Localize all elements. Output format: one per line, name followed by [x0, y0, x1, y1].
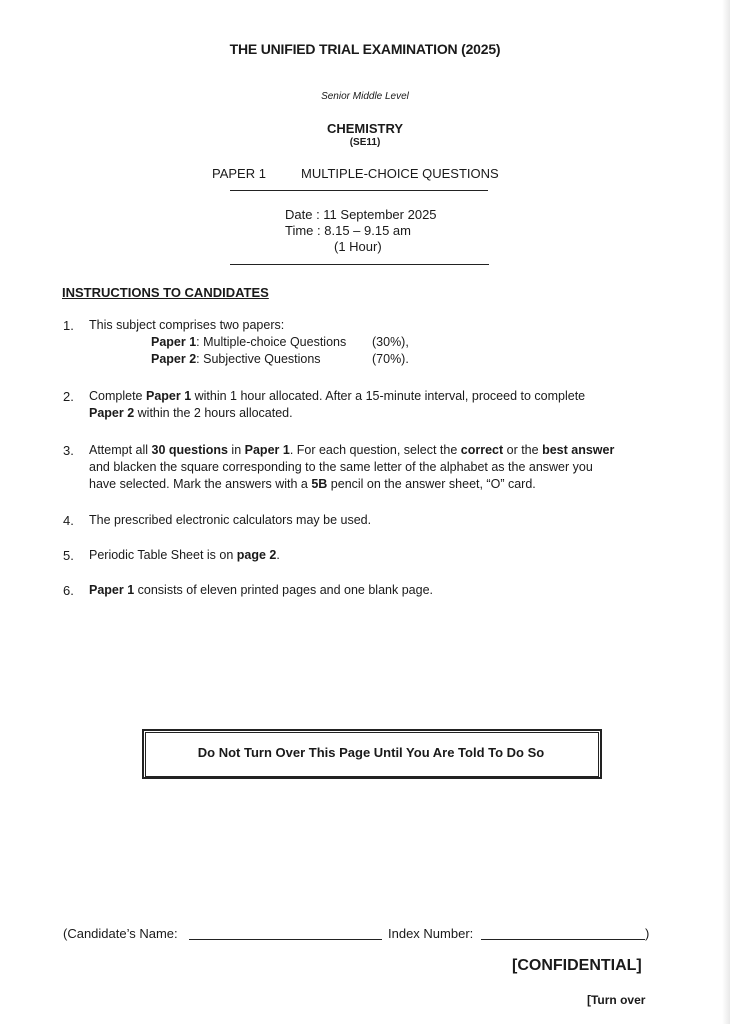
turn-over-label: [Turn over — [587, 993, 646, 1007]
instruction-text — [89, 442, 614, 459]
item-number: 3. — [63, 443, 74, 458]
paper-label: PAPER 1 — [212, 166, 266, 181]
paper1-line — [151, 334, 346, 351]
text-run: Periodic Table Sheet is on — [89, 548, 237, 562]
candidate-name-label: (Candidate’s Name: — [63, 926, 178, 941]
paper-type: MULTIPLE-CHOICE QUESTIONS — [301, 166, 499, 181]
text-bold: Paper 1 — [244, 443, 290, 457]
candidate-name-field[interactable] — [189, 939, 382, 940]
exam-date: Date : 11 September 2025 — [285, 207, 437, 222]
text-bold: Paper 1 — [145, 389, 192, 403]
item-number: 5. — [63, 548, 74, 563]
paper-percent: (70%). — [372, 352, 409, 366]
item-number: 6. — [63, 583, 74, 598]
instruction-text — [89, 547, 280, 564]
text-run: or the — [503, 443, 543, 457]
item-number: 1. — [63, 318, 74, 333]
exam-time: Time : 8.15 – 9.15 am — [285, 223, 411, 238]
text-bold: best answer — [542, 443, 615, 457]
instruction-text — [89, 388, 585, 405]
subject-code: (SE11) — [349, 137, 381, 148]
paper-name: Paper 2 — [151, 352, 197, 366]
notice-text: Do Not Turn Over This Page Until You Are Told To Do So — [197, 745, 545, 760]
item-number: 4. — [63, 513, 74, 528]
paper-desc: : Subjective Questions — [196, 352, 321, 366]
item-number: 2. — [63, 389, 74, 404]
index-number-field[interactable] — [481, 939, 645, 940]
text-run: Attempt all — [89, 443, 152, 457]
closing-paren: ) — [645, 926, 650, 941]
exam-duration: (1 Hour) — [334, 239, 382, 254]
text-run: within 1 hour allocated. After a 15-minute interval, proceed to complete — [191, 389, 586, 403]
exam-title: THE UNIFIED TRIAL EXAMINATION (2025) — [229, 41, 501, 57]
index-number-label: Index Number: — [388, 926, 474, 941]
subject-title: CHEMISTRY — [326, 121, 404, 136]
text-bold: Paper 2 — [89, 406, 135, 420]
paper-percent: (30%), — [372, 335, 409, 349]
text-run: . For each question, select the — [289, 443, 461, 457]
text-bold: Paper 1 — [89, 583, 135, 597]
text-run: within the 2 hours allocated. — [134, 406, 293, 420]
divider-top — [230, 190, 488, 191]
text-run: . — [276, 548, 280, 562]
page-edge-shadow — [722, 0, 730, 1024]
instructions-heading: INSTRUCTIONS TO CANDIDATES — [62, 285, 269, 300]
level-label: Senior Middle Level — [321, 91, 409, 102]
text-run: pencil on the answer sheet, “O” card. — [327, 477, 536, 491]
instruction-text — [89, 476, 536, 493]
text-bold: page 2 — [236, 548, 277, 562]
text-bold: 30 questions — [151, 443, 228, 457]
paper-desc: : Multiple-choice Questions — [196, 335, 347, 349]
text-run: in — [227, 443, 245, 457]
confidential-label: [CONFIDENTIAL] — [512, 957, 642, 974]
divider-bottom — [230, 264, 489, 265]
paper-name: Paper 1 — [151, 335, 197, 349]
text-run: have selected. Mark the answers with a — [89, 477, 312, 491]
instruction-text — [89, 405, 293, 422]
instruction-text: This subject comprises two papers: — [89, 318, 285, 332]
text-bold: 5B — [311, 477, 328, 491]
instruction-text: and blacken the square corresponding to the same letter of the alphabet as the answer you — [89, 460, 593, 474]
text-run: consists of eleven printed pages and one blank page. — [134, 583, 433, 597]
text-run: Complete — [89, 389, 146, 403]
text-bold: correct — [460, 443, 504, 457]
instruction-text — [89, 582, 433, 599]
paper2-line — [151, 351, 321, 368]
instruction-text: The prescribed electronic calculators may be used. — [89, 513, 372, 527]
